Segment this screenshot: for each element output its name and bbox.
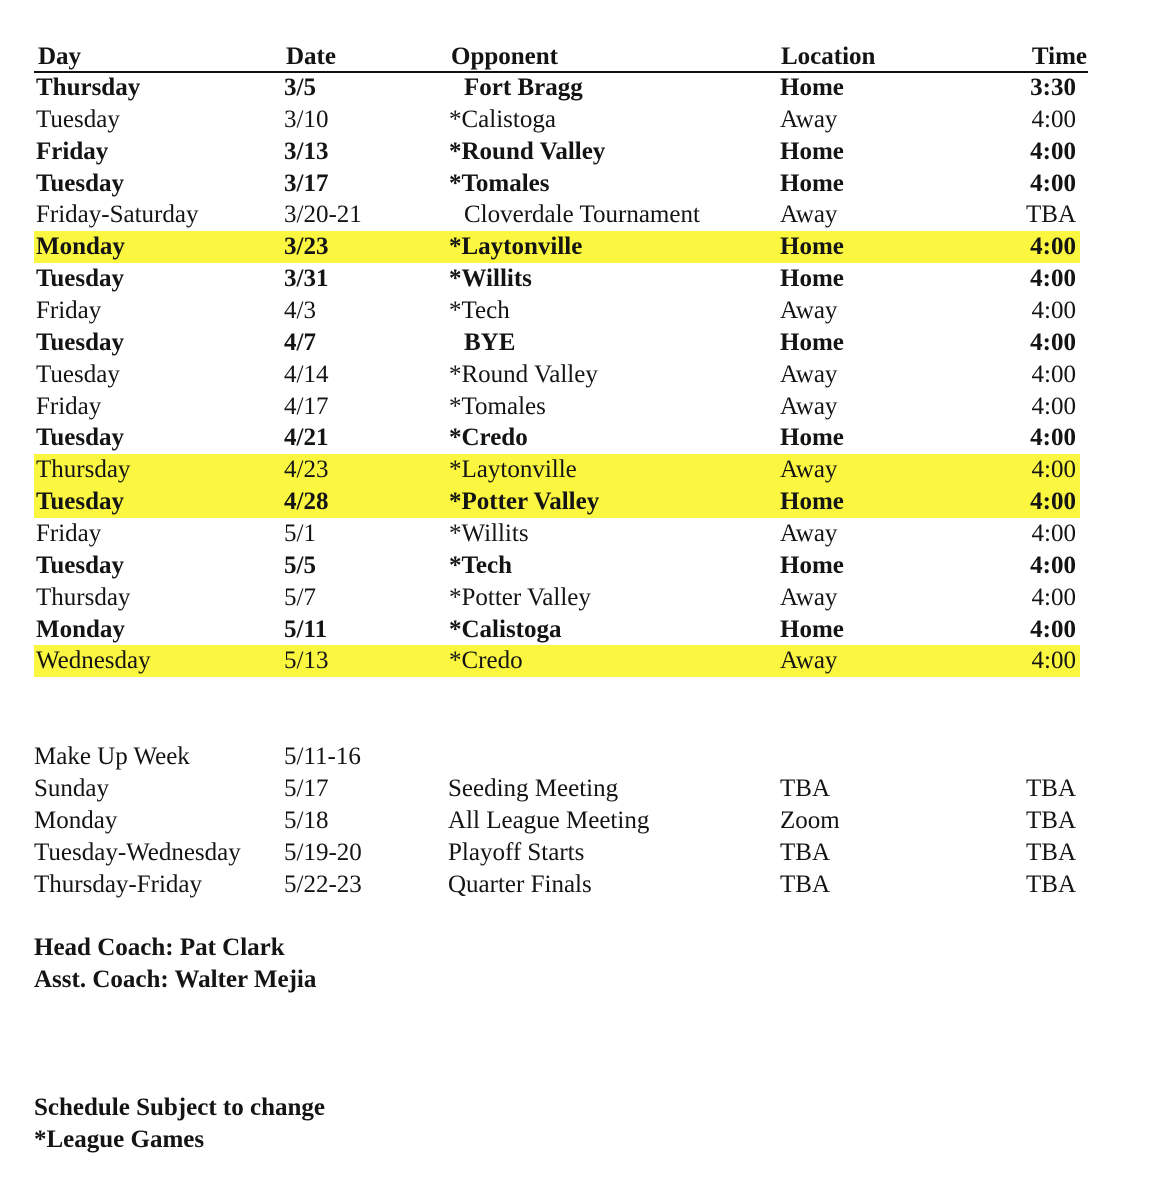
game-row — [34, 168, 1080, 200]
game-date: 4/23 — [284, 456, 329, 484]
game-row — [34, 231, 1080, 263]
game-location: Away — [780, 360, 838, 388]
event-day: Make Up Week — [34, 743, 190, 770]
game-day: Monday — [36, 233, 125, 261]
game-location: Home — [780, 74, 844, 101]
game-opponent: *Tech — [449, 551, 512, 579]
game-row — [34, 199, 1080, 231]
head-coach: Head Coach: Pat Clark — [34, 934, 285, 961]
game-time: 4:00 — [1030, 424, 1076, 452]
game-day: Friday-Saturday — [36, 201, 199, 229]
game-day: Tuesday — [36, 169, 125, 197]
game-row — [34, 422, 1080, 454]
event-time: TBA — [1026, 775, 1076, 802]
game-date: 4/14 — [284, 360, 329, 388]
game-time: 4:00 — [1031, 519, 1076, 547]
game-opponent: *Tech — [449, 297, 510, 324]
game-location: Away — [780, 392, 838, 420]
game-time: 4:00 — [1030, 615, 1076, 643]
game-time: 4:00 — [1031, 647, 1076, 675]
event-row — [34, 805, 1080, 837]
header-day: Day — [38, 43, 82, 70]
event-day: Sunday — [34, 775, 109, 802]
game-opponent: *Tomales — [449, 392, 546, 420]
event-time: TBA — [1026, 807, 1076, 834]
game-time: 4:00 — [1030, 488, 1076, 516]
game-date: 5/11 — [284, 615, 328, 643]
game-time: 4:00 — [1030, 265, 1076, 293]
game-location: Away — [780, 583, 838, 611]
header-opponent: Opponent — [451, 43, 558, 70]
game-time: 4:00 — [1031, 583, 1076, 611]
game-row — [34, 550, 1080, 582]
game-date: 5/7 — [284, 583, 316, 611]
game-time: 4:00 — [1031, 105, 1076, 133]
game-time: 4:00 — [1030, 137, 1076, 165]
game-location: Home — [780, 424, 844, 452]
game-opponent: *Willits — [449, 519, 529, 547]
game-day: Tuesday — [36, 328, 125, 356]
game-row — [34, 486, 1080, 518]
game-date: 4/17 — [284, 392, 329, 420]
game-date: 3/5 — [284, 74, 316, 101]
game-time: 4:00 — [1030, 233, 1076, 261]
game-time: 4:00 — [1030, 169, 1076, 197]
header-location: Location — [781, 43, 876, 70]
game-location: Home — [780, 488, 844, 516]
game-opponent: *Potter Valley — [449, 488, 600, 516]
game-day: Monday — [36, 615, 125, 643]
game-row — [34, 327, 1080, 359]
game-location: Home — [780, 615, 844, 643]
game-opponent: *Potter Valley — [449, 583, 591, 611]
game-time: 4:00 — [1030, 551, 1076, 579]
game-date: 3/31 — [284, 265, 329, 293]
game-opponent: *Credo — [449, 647, 523, 675]
game-row — [34, 645, 1080, 677]
game-day: Tuesday — [36, 105, 120, 133]
game-date: 5/5 — [284, 551, 316, 579]
game-opponent: *Round Valley — [449, 137, 606, 165]
game-day: Tuesday — [36, 265, 125, 293]
game-day: Friday — [36, 137, 109, 165]
event-time: TBA — [1026, 839, 1076, 866]
game-row — [34, 518, 1080, 550]
league-games-note: *League Games — [34, 1126, 205, 1153]
event-day: Monday — [34, 807, 118, 834]
game-row — [34, 391, 1080, 423]
event-date: 5/22-23 — [284, 871, 362, 898]
game-opponent: *Calistoga — [449, 615, 562, 643]
game-location: Away — [780, 647, 838, 675]
game-time: 4:00 — [1031, 360, 1076, 388]
game-opponent: *Willits — [449, 265, 532, 293]
game-date: 3/23 — [284, 233, 329, 261]
game-opponent: *Credo — [449, 424, 528, 452]
event-date: 5/18 — [284, 807, 329, 834]
game-day: Tuesday — [36, 551, 125, 579]
game-opponent: *Laytonville — [449, 233, 583, 261]
game-location: Away — [780, 201, 838, 229]
game-date: 3/20-21 — [284, 201, 362, 229]
game-opponent: *Calistoga — [449, 105, 556, 133]
game-date: 4/28 — [284, 488, 329, 516]
game-date: 3/17 — [284, 169, 329, 197]
game-location: Away — [780, 297, 838, 324]
event-date: 5/19-20 — [284, 839, 362, 866]
game-location: Home — [780, 265, 844, 293]
game-row — [34, 72, 1080, 104]
game-location: Home — [780, 169, 844, 197]
game-day: Wednesday — [36, 647, 151, 675]
schedule-header-row — [34, 44, 1088, 73]
game-location: Home — [780, 233, 844, 261]
game-date: 3/13 — [284, 137, 329, 165]
game-opponent: Cloverdale Tournament — [464, 201, 700, 229]
game-time: 4:00 — [1031, 297, 1076, 324]
game-row — [34, 295, 1080, 327]
game-time: 4:00 — [1031, 392, 1076, 420]
game-row — [34, 136, 1080, 168]
game-day: Thursday — [36, 456, 131, 484]
header-time: Time — [1031, 43, 1087, 70]
game-date: 5/13 — [284, 647, 329, 675]
game-day: Tuesday — [36, 360, 120, 388]
game-row — [34, 454, 1080, 486]
game-location: Home — [780, 551, 844, 579]
game-opponent: BYE — [464, 328, 516, 356]
event-location: TBA — [780, 871, 830, 898]
header-date: Date — [286, 43, 336, 70]
event-location: TBA — [780, 775, 830, 802]
game-time: TBA — [1026, 201, 1076, 229]
game-day: Tuesday — [36, 424, 125, 452]
event-row — [34, 837, 1080, 869]
assistant-coach: Asst. Coach: Walter Mejia — [34, 966, 317, 993]
event-date: 5/17 — [284, 775, 329, 802]
event-name: Quarter Finals — [448, 871, 592, 898]
game-opponent: *Round Valley — [449, 360, 598, 388]
game-day: Tuesday — [36, 488, 125, 516]
event-location: Zoom — [780, 807, 840, 834]
game-day: Friday — [36, 519, 102, 547]
game-row — [34, 263, 1080, 295]
game-day: Thursday — [36, 74, 141, 101]
game-opponent: Fort Bragg — [464, 74, 583, 101]
game-row — [34, 104, 1080, 136]
game-location: Away — [780, 519, 838, 547]
event-day: Tuesday-Wednesday — [34, 839, 241, 866]
game-opponent: *Laytonville — [449, 456, 577, 484]
event-name: All League Meeting — [448, 807, 650, 834]
event-row — [34, 741, 1080, 773]
game-date: 4/21 — [284, 424, 329, 452]
schedule-change-note: Schedule Subject to change — [34, 1094, 325, 1121]
event-name: Seeding Meeting — [448, 775, 619, 802]
event-time: TBA — [1026, 871, 1076, 898]
game-date: 3/10 — [284, 105, 329, 133]
game-date: 4/3 — [284, 297, 316, 324]
game-time: 4:00 — [1031, 456, 1076, 484]
game-location: Away — [780, 105, 838, 133]
game-row — [34, 614, 1080, 646]
game-day: Thursday — [36, 583, 131, 611]
game-time: 4:00 — [1030, 328, 1076, 356]
event-date: 5/11-16 — [284, 743, 361, 770]
game-row — [34, 582, 1080, 614]
game-location: Home — [780, 328, 844, 356]
game-day: Friday — [36, 297, 102, 324]
event-name: Playoff Starts — [448, 839, 585, 866]
game-opponent: *Tomales — [449, 169, 550, 197]
game-location: Away — [780, 456, 838, 484]
game-row — [34, 359, 1080, 391]
event-row — [34, 773, 1080, 805]
event-day: Thursday-Friday — [34, 871, 203, 898]
game-date: 4/7 — [284, 328, 316, 356]
game-day: Friday — [36, 392, 102, 420]
event-row — [34, 869, 1080, 901]
game-time: 3:30 — [1030, 74, 1076, 101]
game-location: Home — [780, 137, 844, 165]
event-location: TBA — [780, 839, 830, 866]
game-date: 5/1 — [284, 519, 316, 547]
